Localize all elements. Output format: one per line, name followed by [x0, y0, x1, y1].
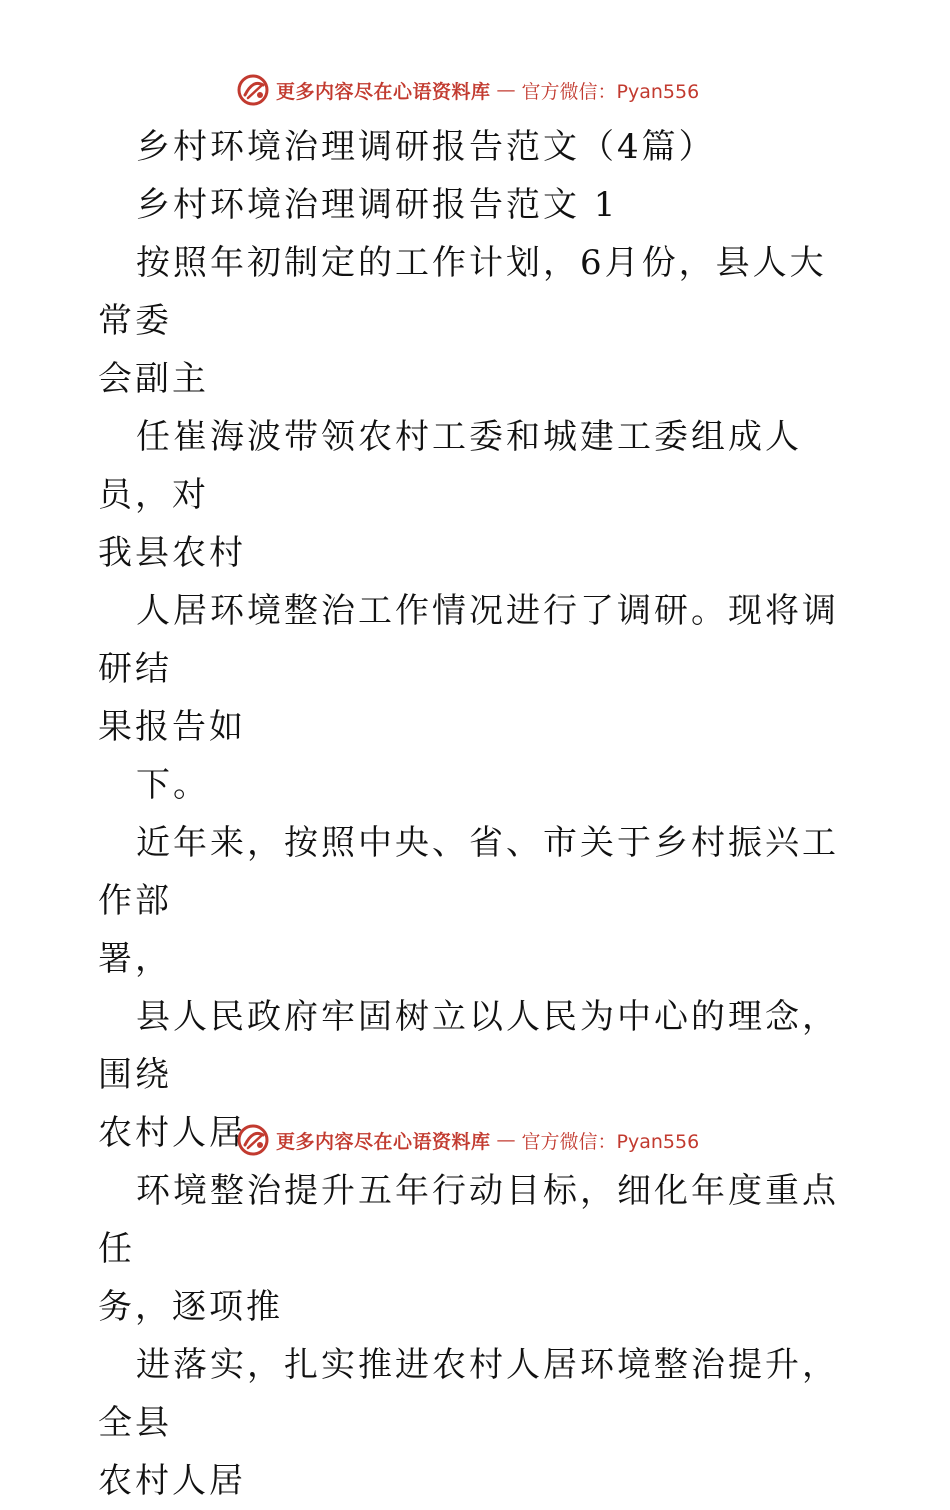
- brand-logo-icon: [236, 73, 270, 107]
- paragraph-first-line: 人居环境整治工作情况进行了调研。现将调研结: [98, 591, 839, 689]
- paragraph-continuation: 务，逐项推: [98, 1287, 283, 1327]
- paragraph: [98, 582, 858, 756]
- paragraph-first-line: 环境整治提升五年行动目标，细化年度重点任: [98, 1171, 839, 1269]
- header-banner[interactable]: [236, 70, 699, 110]
- paragraph-continuation: 农村人居: [98, 1113, 246, 1153]
- paragraph-first-line: 进落实，扎实推进农村人居环境整治提升，全县: [98, 1345, 839, 1443]
- paragraph-continuation: 署，: [98, 939, 172, 979]
- paragraph-continuation: 会副主: [98, 359, 209, 399]
- brand-logo-icon: [236, 1123, 270, 1157]
- footer-wechat-text: 官方微信：Pyan556: [521, 1130, 700, 1153]
- header-separator: —: [496, 79, 516, 101]
- paragraph: [98, 756, 858, 814]
- paragraph-first-line: 县人民政府牢固树立以人民为中心的理念，围绕: [98, 997, 839, 1095]
- paragraph: [98, 814, 858, 988]
- footer-brand-text: 更多内容尽在心语资料库: [276, 1130, 491, 1153]
- footer-separator: —: [496, 1129, 516, 1151]
- paragraph-continuation: 农村人居: [98, 1461, 246, 1501]
- footer-banner[interactable]: [236, 1120, 699, 1160]
- document-body: [98, 118, 858, 1510]
- document-title: 乡村环境治理调研报告范文（4篇）: [136, 127, 716, 167]
- paragraph: [98, 234, 858, 408]
- header-brand-text: 更多内容尽在心语资料库: [276, 80, 491, 103]
- header-wechat-text: 官方微信：Pyan556: [521, 80, 700, 103]
- paragraph-continuation: 我县农村: [98, 533, 246, 573]
- paragraph-first-line: 按照年初制定的工作计划，6月份，县人大常委: [98, 243, 827, 341]
- paragraph-first-line: 任崔海波带领农村工委和城建工委组成人员，对: [98, 417, 802, 515]
- paragraph-first-line: 下。: [136, 765, 210, 805]
- paragraph: [98, 408, 858, 582]
- paragraph-first-line: 近年来，按照中央、省、市关于乡村振兴工作部: [98, 823, 839, 921]
- paragraph: [98, 1336, 858, 1510]
- paragraph: [98, 1162, 858, 1336]
- document-subtitle: 乡村环境治理调研报告范文 1: [136, 185, 619, 225]
- paragraph-continuation: 果报告如: [98, 707, 246, 747]
